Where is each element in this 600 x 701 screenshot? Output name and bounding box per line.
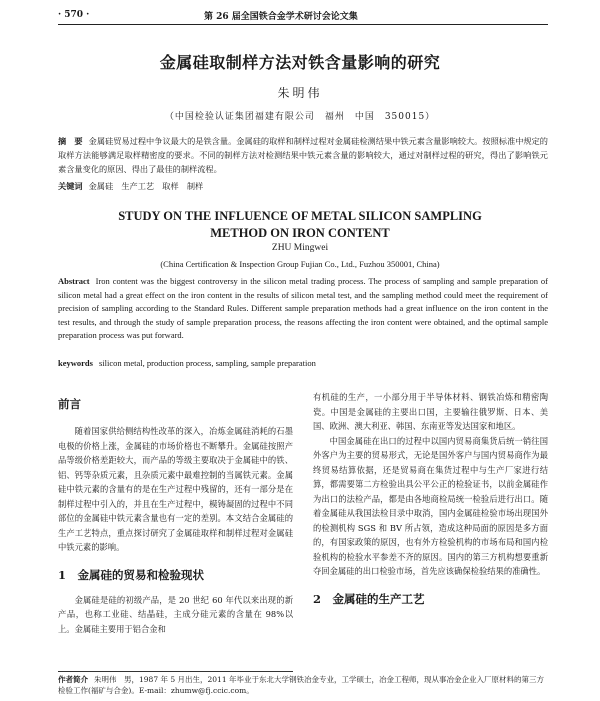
abstract-en-label: Abstract: [58, 276, 90, 286]
left-column: [58, 390, 293, 636]
author-footnote: [58, 674, 548, 696]
preface-paragraph: 随着国家供给侧结构性改革的深入，冶炼金属硅消耗的石墨电极的价格上涨，金属硅的市场价格也不断攀升。金属硅按照产品等级价格差距较大，而产品的等级主要取决于金属硅中的铁、铝、钙等杂质元素，且杂质元素中最难控制的当属铁元素。金属硅中铁元素的含量有的是在生产过程中残留的，还有一部分是在制样过程中引入的，并且在生产过程中，模铸凝固的过程中不同部位的金属硅中铁元素含量也有一定的差别。本文结合金属硅的生产工艺特点，重点探讨研究了金属硅取样和制样过程对金属硅中铁元素的影响。: [58, 426, 293, 552]
keywords-en: [58, 357, 548, 369]
author-zh: 朱明伟: [277, 86, 323, 100]
affiliation-zh: （中国检验认证集团福建有限公司 福州 中国 350015）: [164, 112, 436, 122]
abstract-zh: [58, 134, 548, 176]
keywords-zh-text: 金属硅 生产工艺 取样 制样: [88, 181, 204, 191]
right-col-paragraph-2: 中国金属硅在出口的过程中以国内贸易商集货后统一销往国外客户为主要的贸易形式，无论是国外客户与国内贸易商作为最终贸易结算依据，还是贸易商在集货过程中与生产厂家进行结算，都需要第二方检验出具公平公正的检验证书，以前金属硅作为出口的法检产品，都是由各地商检局统一检验后进行出口。随着金属硅从我国法检目录中取消，国内金属硅检验市场出现国外的检测机构 SGS 和 BV 所占领，造成这种局面的原因是多方面的，有国家政策的原因，也有外方检验机构的市场布局和国内检验机构的检验水平参差不齐的原因。国内的第三方机构想要重新夺回金属硅的出口检验市场，首先应该确保检验结果的准确性。: [313, 435, 548, 576]
footnote-text: 朱明伟 男，1987 年 5 月出生，2011 年毕业于东北大学钢铁冶金专业，工学硕士，冶金工程师，现从事冶金企业入厂原材料的第三方检验工作(福矿与合金)。E-mail：zhumw@fj.ccic.com。: [58, 675, 544, 695]
abstract-zh-text: 金属硅贸易过程中争议最大的是铁含量。金属硅的取样和制样过程对金属硅检测结果中铁元素含量影响较大。按照标准中规定的取样方法能够满足取样精密度的要求。不同的制样方法对检测结果中铁元素含量的影响较大，通过对制样过程的研究，得出了影响铁元素含量变化的原因、得出了最佳的制样流程。: [58, 136, 548, 174]
footnote-label: 作者简介: [58, 675, 88, 684]
section-heading-1: 1 金属硅的贸易和检验现状: [58, 567, 205, 582]
keywords-zh: [58, 180, 548, 192]
abstract-en-text: Iron content was the biggest controversy in the silicon metal trading process. The process of sampling and sample preparation of silicon metal had a great effect on the iron content in the results of silicon metal test, and the sampling method could meet the requirement of precision of sampling according to the Standard Rules. Different sample preparation methods had a great influence on the iron content in the test results, and through the study of sample preparation process, the reasons affecting the iron content were obtained, and the optimal sample preparation process was put forward.: [58, 276, 548, 340]
journal-title: 第 26 届全国铁合金学术研讨会论文集: [204, 12, 358, 22]
abstract-en: [58, 275, 548, 343]
right-column: [313, 390, 548, 607]
section-heading-preface: 前言: [58, 397, 81, 411]
paper-title-zh: 金属硅取制样方法对铁含量影响的研究: [159, 53, 441, 72]
keywords-zh-label: 关键词: [58, 181, 83, 191]
header-rule: [58, 24, 548, 25]
paper-title-en-line1: STUDY ON THE INFLUENCE OF METAL SILICON SAMPLING: [118, 209, 482, 223]
paper-title-en-line2: METHOD ON IRON CONTENT: [210, 226, 390, 240]
page-number: · 570 ·: [58, 10, 90, 20]
paper-title-en: [0, 208, 600, 242]
right-col-paragraph-1: 有机硅的生产，一小部分用于半导体材料、钢铁冶炼和精密陶瓷。中国是金属硅的主要出口国，主要输往俄罗斯、日本、美国、欧洲、澳大利亚、韩国、东南亚等发达国家和地区。: [313, 392, 548, 431]
keywords-en-label: keywords: [58, 358, 93, 368]
footnote-rule: [58, 671, 293, 672]
author-en: ZHU Mingwei: [271, 243, 329, 253]
keywords-en-text: silicon metal, production process, sampling, sample preparation: [98, 358, 316, 368]
affiliation-en: (China Certification & Inspection Group Fujian Co., Ltd., Fuzhou 350001, China): [160, 259, 440, 269]
section1-paragraph: 金属硅是硅的初级产品，是 20 世纪 60 年代以来出现的新产品，也称工业硅、结晶硅，主成分硅元素的含量在 98%以上。金属硅主要用于铝合金和: [58, 594, 293, 634]
section-heading-2: 2 金属硅的生产工艺: [313, 591, 425, 606]
running-header: [0, 0, 600, 24]
abstract-zh-label: 摘 要: [58, 136, 83, 146]
